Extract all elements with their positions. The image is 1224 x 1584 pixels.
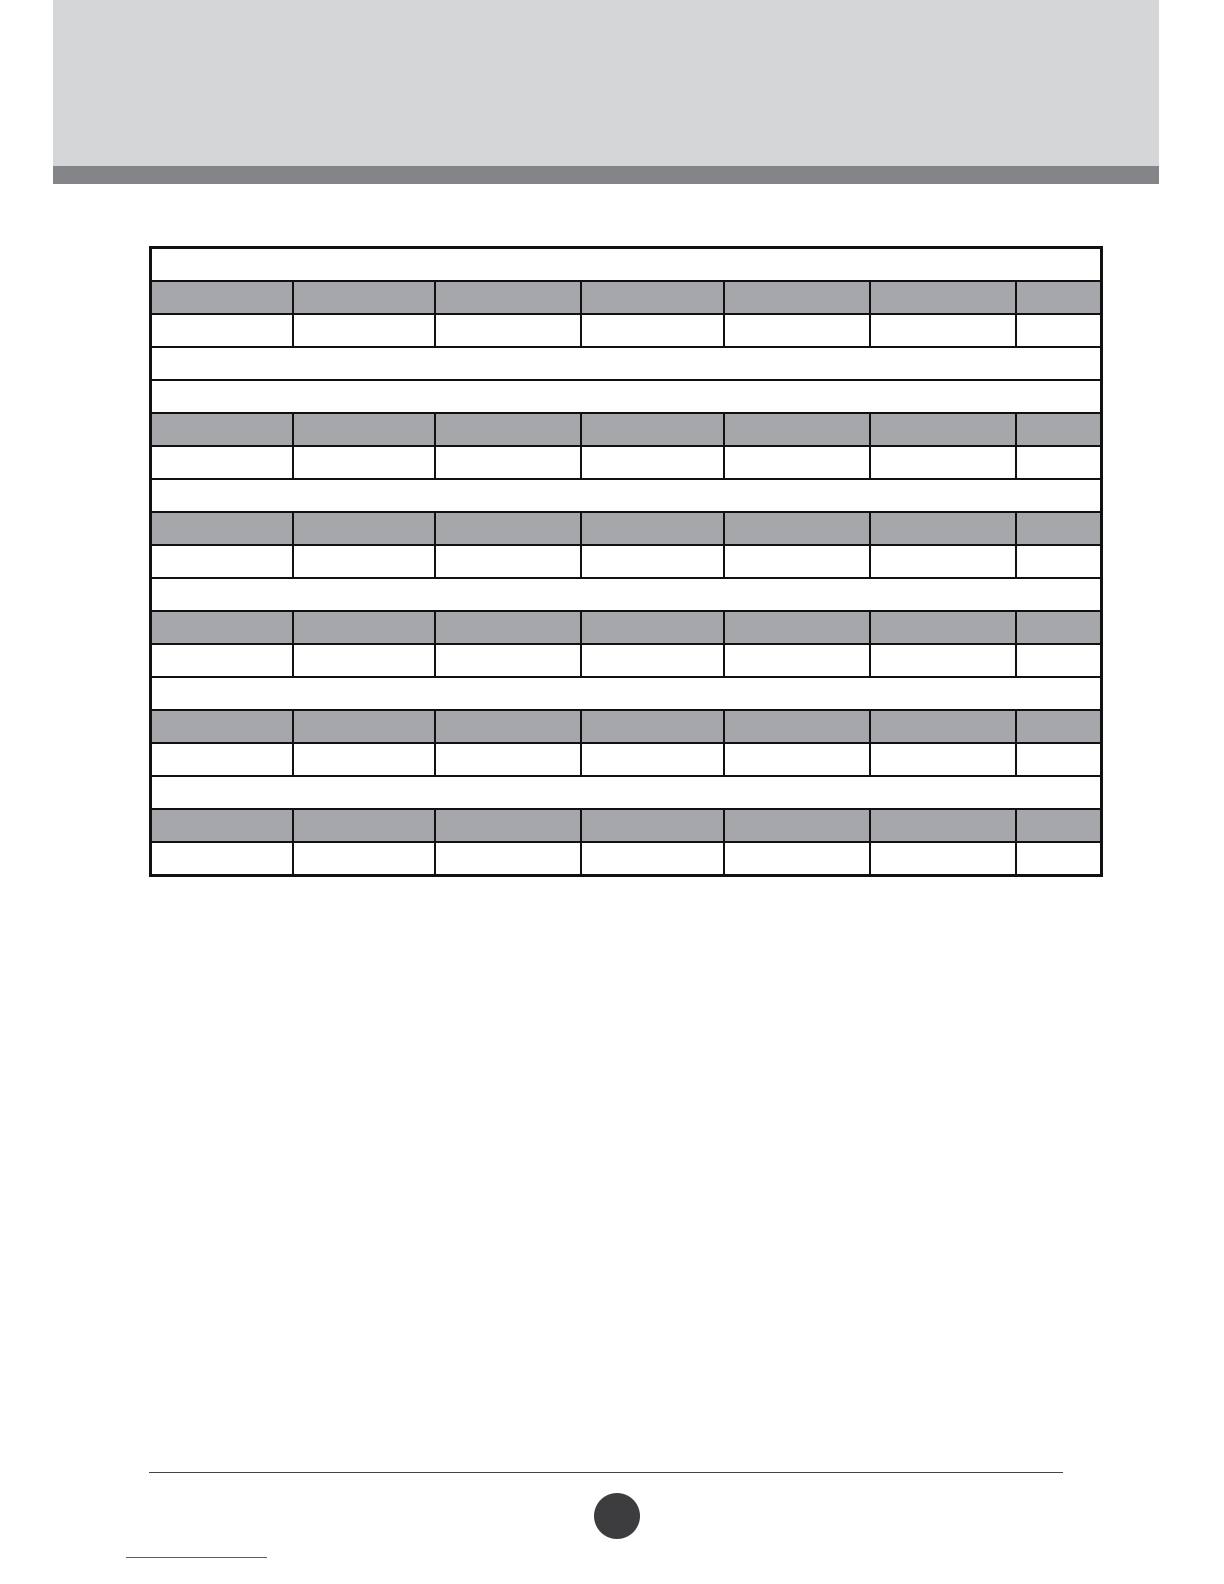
value-row <box>151 743 1102 776</box>
section-title <box>151 677 1102 710</box>
value-cell <box>581 314 724 347</box>
header-cell <box>151 413 293 446</box>
header-cell <box>581 281 724 314</box>
value-cell <box>1016 743 1102 776</box>
header-cell <box>581 512 724 545</box>
value-cell <box>151 446 293 479</box>
header-cell <box>435 611 581 644</box>
header-row <box>151 809 1102 842</box>
header-cell <box>435 809 581 842</box>
section-row <box>151 479 1102 512</box>
section-row <box>151 677 1102 710</box>
section-title <box>151 248 1102 282</box>
value-cell <box>870 743 1016 776</box>
value-cell <box>293 314 435 347</box>
header-cell <box>435 512 581 545</box>
header-rule <box>53 166 1159 184</box>
header-cell <box>1016 413 1102 446</box>
header-row <box>151 512 1102 545</box>
value-cell <box>293 743 435 776</box>
value-cell <box>293 446 435 479</box>
header-cell <box>581 710 724 743</box>
section-row <box>151 380 1102 413</box>
value-cell <box>724 842 870 876</box>
value-cell <box>581 446 724 479</box>
value-cell <box>151 314 293 347</box>
value-cell <box>1016 314 1102 347</box>
value-cell <box>1016 842 1102 876</box>
value-row <box>151 644 1102 677</box>
header-cell <box>151 710 293 743</box>
section-title <box>151 479 1102 512</box>
value-cell <box>724 545 870 578</box>
header-cell <box>435 413 581 446</box>
header-cell <box>870 281 1016 314</box>
section-row <box>151 347 1102 380</box>
value-cell <box>435 644 581 677</box>
value-cell <box>870 842 1016 876</box>
value-cell <box>435 446 581 479</box>
value-cell <box>1016 545 1102 578</box>
section-title <box>151 380 1102 413</box>
value-cell <box>870 446 1016 479</box>
header-cell <box>293 512 435 545</box>
value-row <box>151 446 1102 479</box>
section-row <box>151 578 1102 611</box>
section-title <box>151 776 1102 809</box>
header-cell <box>151 281 293 314</box>
value-cell <box>151 842 293 876</box>
value-row <box>151 842 1102 876</box>
value-cell <box>293 842 435 876</box>
header-cell <box>724 809 870 842</box>
header-cell <box>1016 281 1102 314</box>
header-cell <box>293 281 435 314</box>
value-cell <box>724 446 870 479</box>
header-row <box>151 413 1102 446</box>
header-cell <box>1016 512 1102 545</box>
value-cell <box>724 314 870 347</box>
header-cell <box>724 710 870 743</box>
spec-table <box>149 246 1103 877</box>
header-cell <box>724 281 870 314</box>
header-cell <box>724 512 870 545</box>
header-band <box>53 0 1159 166</box>
value-cell <box>581 743 724 776</box>
header-cell <box>1016 611 1102 644</box>
section-title <box>151 347 1102 380</box>
header-cell <box>435 710 581 743</box>
value-cell <box>151 743 293 776</box>
header-cell <box>724 611 870 644</box>
header-cell <box>151 611 293 644</box>
header-cell <box>435 281 581 314</box>
header-cell <box>870 809 1016 842</box>
header-cell <box>870 611 1016 644</box>
header-row <box>151 710 1102 743</box>
value-cell <box>724 644 870 677</box>
header-cell <box>151 512 293 545</box>
section-row <box>151 248 1102 282</box>
header-cell <box>581 809 724 842</box>
header-cell <box>870 710 1016 743</box>
value-cell <box>1016 644 1102 677</box>
header-cell <box>293 413 435 446</box>
header-row <box>151 611 1102 644</box>
value-row <box>151 314 1102 347</box>
section-row <box>151 776 1102 809</box>
header-cell <box>293 710 435 743</box>
header-cell <box>1016 710 1102 743</box>
value-cell <box>870 644 1016 677</box>
value-cell <box>435 842 581 876</box>
header-cell <box>581 413 724 446</box>
value-cell <box>1016 446 1102 479</box>
value-cell <box>870 545 1016 578</box>
value-cell <box>870 314 1016 347</box>
header-cell <box>293 611 435 644</box>
header-cell <box>724 413 870 446</box>
header-cell <box>293 809 435 842</box>
header-cell <box>1016 809 1102 842</box>
value-cell <box>435 545 581 578</box>
value-cell <box>151 644 293 677</box>
header-cell <box>581 611 724 644</box>
value-row <box>151 545 1102 578</box>
header-cell <box>151 809 293 842</box>
value-cell <box>435 314 581 347</box>
value-cell <box>581 842 724 876</box>
page-number-badge <box>594 1493 640 1539</box>
value-cell <box>293 545 435 578</box>
value-cell <box>581 545 724 578</box>
value-cell <box>581 644 724 677</box>
header-cell <box>870 413 1016 446</box>
header-row <box>151 281 1102 314</box>
value-cell <box>151 545 293 578</box>
link-underline[interactable] <box>126 1557 267 1558</box>
value-cell <box>435 743 581 776</box>
footer-rule <box>149 1472 1063 1473</box>
value-cell <box>724 743 870 776</box>
value-cell <box>293 644 435 677</box>
section-title <box>151 578 1102 611</box>
header-cell <box>870 512 1016 545</box>
